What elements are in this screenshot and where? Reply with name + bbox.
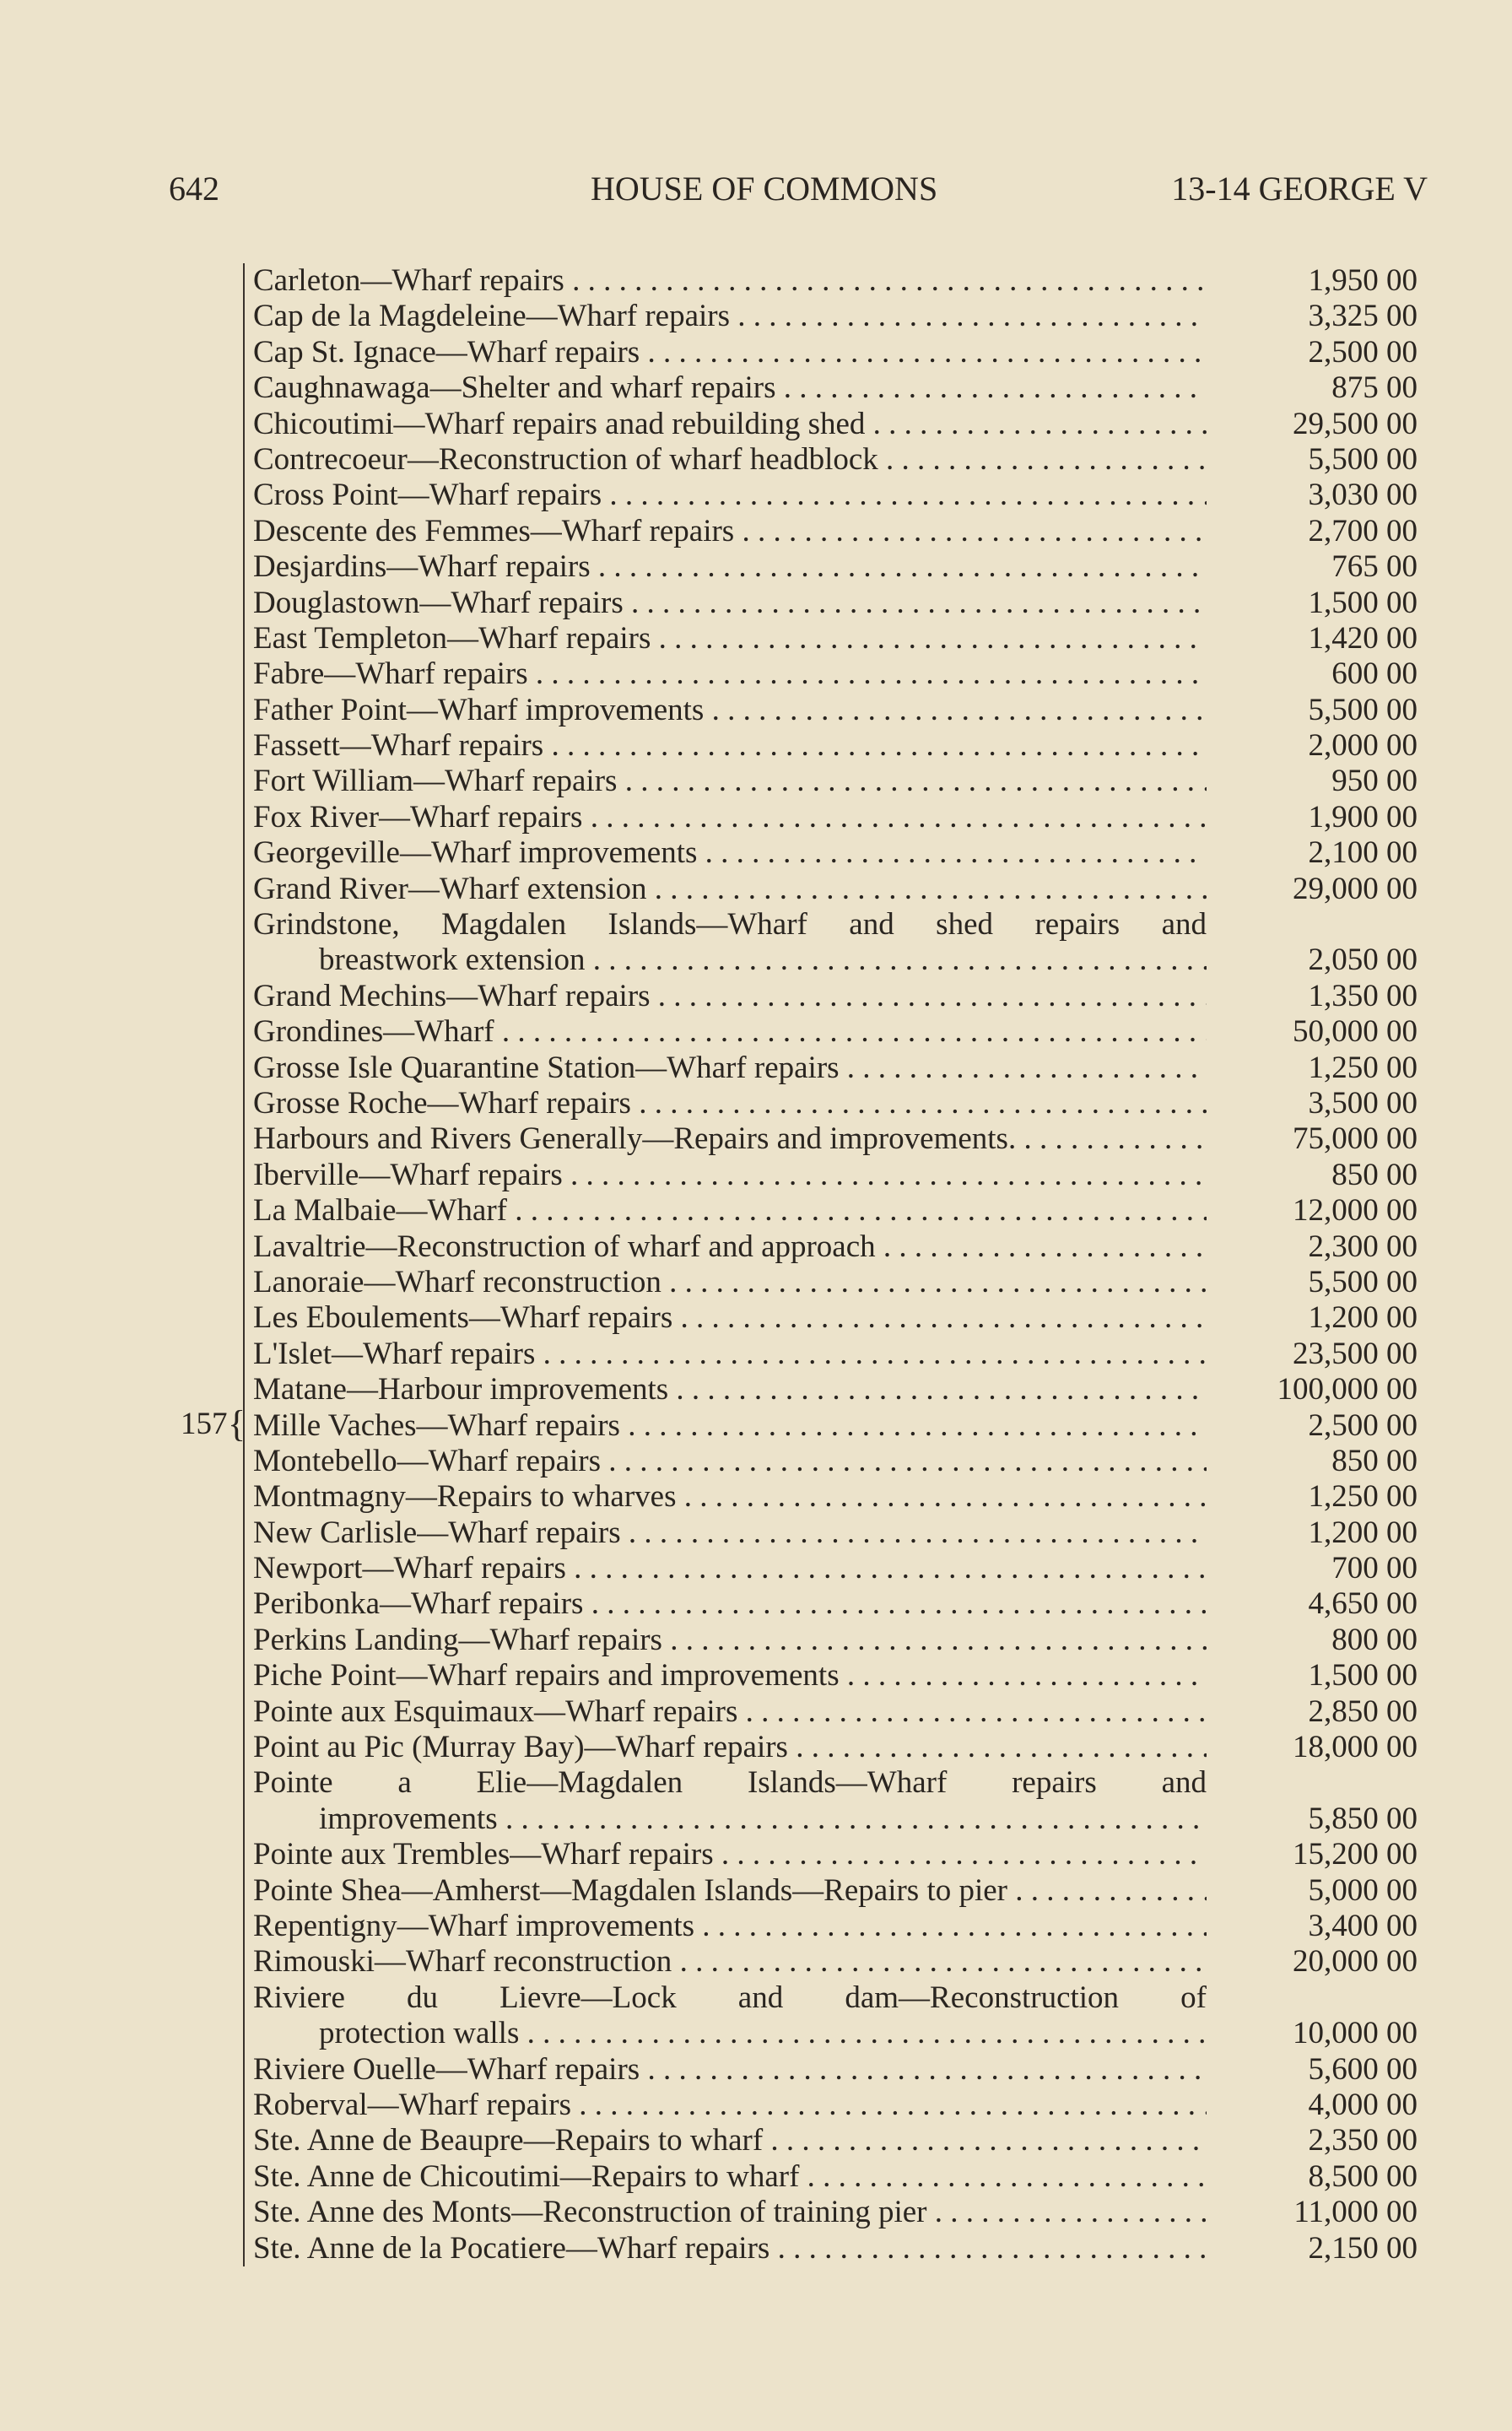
- expenditure-label: Cap St. Ignace—Wharf repairs . . .: [253, 335, 1207, 370]
- expenditure-row: [245, 1265, 1418, 1300]
- expenditure-amount: 23,500 00: [1293, 1336, 1418, 1371]
- expenditure-amount: 10,000 00: [1293, 2016, 1418, 2051]
- session-label: 13-14 GEORGE V: [1171, 170, 1428, 208]
- expenditure-amount: 4,650 00: [1308, 1586, 1418, 1622]
- expenditure-row: [245, 1193, 1418, 1229]
- expenditure-label: Lanoraie—Wharf reconstruction . . .: [253, 1265, 1207, 1300]
- expenditure-label: Caughnawaga—Shelter and wharf repairs . . .: [253, 370, 1207, 406]
- expenditure-amount: 1,350 00: [1308, 978, 1418, 1013]
- expenditure-amount: 18,000 00: [1293, 1730, 1418, 1765]
- expenditure-row: [245, 407, 1418, 442]
- expenditure-label: Matane—Harbour improvements . . .: [253, 1372, 1207, 1407]
- expenditure-row: [245, 1229, 1418, 1265]
- expenditure-amount: 11,000 00: [1293, 2195, 1418, 2230]
- expenditure-row: [245, 1730, 1418, 1765]
- expenditure-amount: 850 00: [1331, 1157, 1418, 1192]
- expenditure-row: [245, 1837, 1418, 1872]
- expenditure-amount: 765 00: [1331, 549, 1418, 585]
- expenditure-amount: 2,050 00: [1308, 943, 1418, 978]
- expenditure-label: Ste. Anne de Beaupre—Repairs to wharf . . .: [253, 2123, 1207, 2158]
- expenditure-label: Georgeville—Wharf improvements . . .: [253, 835, 1207, 871]
- expenditure-row: [245, 728, 1418, 764]
- expenditure-row: [245, 370, 1418, 406]
- expenditure-label: Chicoutimi—Wharf repairs anad rebuilding shed . . .: [253, 407, 1207, 442]
- expenditure-label: Grondines—Wharf . . .: [253, 1014, 1207, 1050]
- expenditure-row: [245, 1408, 1418, 1444]
- expenditure-label: Peribonka—Wharf repairs . . .: [253, 1586, 1207, 1622]
- expenditure-amount: 8,500 00: [1308, 2158, 1418, 2194]
- expenditure-label: Descente des Femmes—Wharf repairs . . .: [253, 514, 1207, 549]
- expenditure-label: Carleton—Wharf repairs . . .: [253, 263, 1207, 299]
- expenditure-row: [245, 549, 1418, 585]
- expenditure-row: [245, 1479, 1418, 1515]
- expenditure-row: [245, 2195, 1418, 2230]
- expenditure-row: [245, 907, 1418, 979]
- vote-number: 157: [181, 1407, 228, 1441]
- expenditure-label: Roberval—Wharf repairs . . .: [253, 2088, 1207, 2123]
- expenditure-amount: 1,250 00: [1308, 1050, 1418, 1085]
- expenditure-row: [245, 1551, 1418, 1586]
- expenditure-row: [245, 800, 1418, 835]
- expenditure-amount: 1,250 00: [1308, 1479, 1418, 1515]
- expenditure-row: [245, 979, 1418, 1014]
- expenditure-label: Riviere Ouelle—Wharf repairs . . .: [253, 2052, 1207, 2088]
- expenditure-row: [245, 1944, 1418, 1980]
- journal-title: HOUSE OF COMMONS: [591, 170, 938, 208]
- expenditure-row: [245, 586, 1418, 621]
- expenditure-label: Harbours and Rivers Generally—Repairs and improvements. . . .: [253, 1121, 1207, 1157]
- expenditure-amount: 29,000 00: [1293, 871, 1418, 906]
- expenditure-label: La Malbaie—Wharf . . .: [253, 1193, 1207, 1229]
- expenditure-amount: 15,200 00: [1293, 1837, 1418, 1872]
- expenditure-amount: 12,000 00: [1293, 1193, 1418, 1229]
- expenditure-row: [245, 1337, 1418, 1372]
- expenditure-row: [245, 335, 1418, 370]
- expenditure-amount: 3,030 00: [1308, 478, 1418, 513]
- expenditure-label: Cap de la Magdeleine—Wharf repairs . . .: [253, 299, 1207, 334]
- expenditure-amount: 3,500 00: [1308, 1086, 1418, 1121]
- expenditure-amount: 2,700 00: [1308, 513, 1418, 548]
- expenditure-amount: 850 00: [1331, 1443, 1418, 1478]
- expenditure-amount: 5,500 00: [1308, 1264, 1418, 1299]
- expenditure-label: Fox River—Wharf repairs . . .: [253, 800, 1207, 835]
- expenditure-label-continuation: breastwork extension . . .: [319, 943, 1207, 978]
- expenditure-row: [245, 1014, 1418, 1050]
- expenditure-amount: 5,850 00: [1308, 1801, 1418, 1836]
- expenditure-label: Montmagny—Repairs to wharves . . .: [253, 1479, 1207, 1515]
- expenditure-row: [245, 1694, 1418, 1730]
- expenditure-amount: 2,000 00: [1308, 728, 1418, 764]
- expenditure-amount: 100,000 00: [1277, 1372, 1418, 1407]
- expenditure-amount: 75,000 00: [1293, 1121, 1418, 1157]
- expenditure-amount: 1,500 00: [1308, 585, 1418, 620]
- expenditure-row: [245, 835, 1418, 871]
- expenditure-amount: 4,000 00: [1308, 2087, 1418, 2122]
- expenditure-row: [245, 1051, 1418, 1086]
- expenditure-row: [245, 2088, 1418, 2123]
- expenditure-row: [245, 1658, 1418, 1694]
- expenditure-amount: 2,300 00: [1308, 1229, 1418, 1264]
- expenditure-row: [245, 478, 1418, 513]
- expenditure-amount: 875 00: [1331, 370, 1418, 406]
- expenditure-amount: 20,000 00: [1293, 1944, 1418, 1980]
- expenditure-label: Lavaltrie—Reconstruction of wharf and approach . . .: [253, 1229, 1207, 1265]
- expenditure-amount: 29,500 00: [1293, 406, 1418, 441]
- expenditure-amount: 3,400 00: [1308, 1909, 1418, 1943]
- expenditure-row: [245, 1300, 1418, 1336]
- expenditure-row: [245, 764, 1418, 799]
- expenditure-label: Ste. Anne de Chicoutimi—Repairs to wharf . . .: [253, 2159, 1207, 2195]
- expenditure-row: [245, 1980, 1418, 2052]
- expenditure-label: Repentigny—Wharf improvements . . .: [253, 1909, 1207, 1944]
- expenditure-label: Grand River—Wharf extension . . .: [253, 872, 1207, 907]
- expenditure-row: [245, 1444, 1418, 1479]
- expenditure-row: [245, 656, 1418, 692]
- expenditure-label: Father Point—Wharf improvements . . .: [253, 693, 1207, 728]
- expenditure-amount: 800 00: [1331, 1622, 1418, 1657]
- expenditure-row: [245, 514, 1418, 549]
- expenditure-label: New Carlisle—Wharf repairs . . .: [253, 1515, 1207, 1551]
- expenditure-row: [245, 2123, 1418, 2158]
- expenditure-amount: 3,325 00: [1308, 299, 1418, 334]
- expenditure-label: Desjardins—Wharf repairs . . .: [253, 549, 1207, 585]
- expenditure-row: [245, 1765, 1418, 1837]
- expenditure-label: Pointe aux Trembles—Wharf repairs . . .: [253, 1837, 1207, 1872]
- expenditure-row: [245, 693, 1418, 728]
- expenditure-label-continuation: protection walls . . .: [319, 2016, 1207, 2051]
- expenditure-row: [245, 872, 1418, 907]
- expenditure-row: [245, 1372, 1418, 1407]
- vote-brace: {: [228, 1403, 246, 1445]
- expenditure-amount: 2,850 00: [1308, 1694, 1418, 1729]
- expenditure-amount: 50,000 00: [1293, 1014, 1418, 1050]
- expenditure-label: Douglastown—Wharf repairs . . .: [253, 586, 1207, 621]
- expenditure-row: [245, 2052, 1418, 2088]
- expenditure-label: Montebello—Wharf repairs . . .: [253, 1444, 1207, 1479]
- expenditure-label: Rimouski—Wharf reconstruction . . .: [253, 1944, 1207, 1980]
- expenditure-label: Grosse Roche—Wharf repairs . . .: [253, 1086, 1207, 1121]
- expenditure-label: Newport—Wharf repairs . . .: [253, 1551, 1207, 1586]
- expenditure-row: [245, 1586, 1418, 1622]
- expenditure-label: Pointe aux Esquimaux—Wharf repairs . . .: [253, 1694, 1207, 1730]
- expenditure-amount: 700 00: [1331, 1551, 1418, 1586]
- expenditure-row: [245, 263, 1418, 299]
- expenditure-label: Fabre—Wharf repairs . . .: [253, 656, 1207, 692]
- expenditure-amount: 5,000 00: [1308, 1872, 1418, 1908]
- expenditure-list: [243, 263, 1418, 2266]
- expenditure-row: [245, 2159, 1418, 2195]
- expenditure-amount: 2,150 00: [1308, 2230, 1418, 2266]
- expenditure-amount: 600 00: [1331, 656, 1418, 692]
- expenditure-label: Pointe Shea—Amherst—Magdalen Islands—Repairs to pier . . .: [253, 1873, 1207, 1909]
- expenditure-label: Cross Point—Wharf repairs . . .: [253, 478, 1207, 513]
- running-head: [169, 169, 1428, 211]
- page-number: 642: [169, 170, 219, 208]
- expenditure-label: Les Eboulements—Wharf repairs . . .: [253, 1300, 1207, 1336]
- expenditure-row: [245, 621, 1418, 656]
- expenditure-label: Contrecoeur—Reconstruction of wharf headblock . . .: [253, 442, 1207, 478]
- expenditure-amount: 5,600 00: [1308, 2051, 1418, 2087]
- expenditure-amount: 2,500 00: [1308, 334, 1418, 370]
- expenditure-amount: 5,500 00: [1308, 441, 1418, 477]
- expenditure-label: Perkins Landing—Wharf repairs . . .: [253, 1623, 1207, 1658]
- expenditure-label-continuation: improvements . . .: [319, 1802, 1207, 1837]
- expenditure-amount: 1,200 00: [1308, 1515, 1418, 1550]
- expenditure-amount: 2,350 00: [1308, 2123, 1418, 2158]
- expenditure-amount: 1,950 00: [1308, 263, 1418, 298]
- expenditure-row: [245, 1121, 1418, 1157]
- expenditure-label: Riviere du Lievre—Lock and dam—Reconstruction of: [253, 1980, 1207, 2015]
- expenditure-row: [245, 1623, 1418, 1658]
- expenditure-label: Grand Mechins—Wharf repairs . . .: [253, 979, 1207, 1014]
- expenditure-amount: 2,500 00: [1308, 1407, 1418, 1443]
- expenditure-label: Point au Pic (Murray Bay)—Wharf repairs . . .: [253, 1730, 1207, 1765]
- expenditure-label: Ste. Anne des Monts—Reconstruction of training pier . . .: [253, 2195, 1207, 2230]
- expenditure-amount: 2,100 00: [1308, 835, 1418, 871]
- expenditure-label: L'Islet—Wharf repairs . . .: [253, 1337, 1207, 1372]
- expenditure-amount: 1,420 00: [1308, 620, 1418, 656]
- expenditure-label: Iberville—Wharf repairs . . .: [253, 1158, 1207, 1193]
- expenditure-label: Pointe a Elie—Magdalen Islands—Wharf repairs and: [253, 1765, 1207, 1801]
- expenditure-row: [245, 442, 1418, 478]
- expenditure-label: East Templeton—Wharf repairs . . .: [253, 621, 1207, 656]
- expenditure-label: Grindstone, Magdalen Islands—Wharf and shed repairs and: [253, 907, 1207, 943]
- expenditure-row: [245, 1909, 1418, 1944]
- expenditure-label: Fort William—Wharf repairs . . .: [253, 764, 1207, 799]
- expenditure-amount: 1,200 00: [1308, 1300, 1418, 1336]
- expenditure-row: [245, 299, 1418, 334]
- expenditure-row: [245, 1873, 1418, 1909]
- expenditure-row: [245, 2231, 1418, 2266]
- expenditure-row: [245, 1158, 1418, 1193]
- expenditure-row: [245, 1086, 1418, 1121]
- expenditure-amount: 5,500 00: [1308, 692, 1418, 727]
- expenditure-amount: 1,900 00: [1308, 799, 1418, 835]
- expenditure-label: Fassett—Wharf repairs . . .: [253, 728, 1207, 764]
- expenditure-label: Piche Point—Wharf repairs and improvements . . .: [253, 1658, 1207, 1694]
- expenditure-row: [245, 1515, 1418, 1551]
- expenditure-label: Grosse Isle Quarantine Station—Wharf repairs . . .: [253, 1051, 1207, 1086]
- expenditure-label: Mille Vaches—Wharf repairs . . .: [253, 1408, 1207, 1444]
- expenditure-label: Ste. Anne de la Pocatiere—Wharf repairs . . .: [253, 2231, 1207, 2266]
- expenditure-amount: 950 00: [1331, 764, 1418, 799]
- expenditure-amount: 1,500 00: [1308, 1658, 1418, 1694]
